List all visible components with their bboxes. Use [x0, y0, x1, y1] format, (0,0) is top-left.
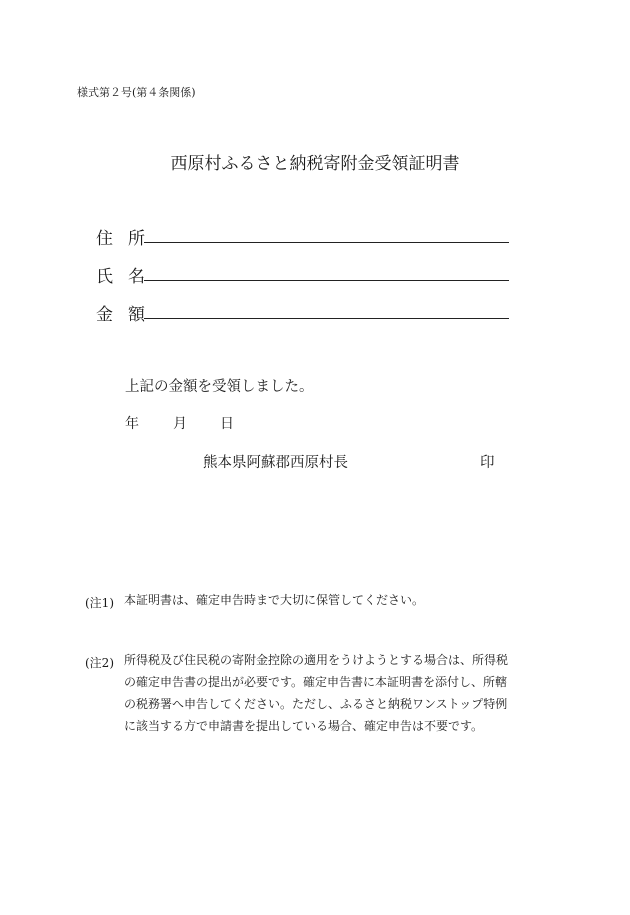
date-month: 月 — [173, 416, 187, 432]
amount-label-char-1: 金 — [96, 305, 113, 325]
note-1-text — [124, 589, 524, 611]
document-title: 西原村ふるさと納税寄附金受領証明書 — [170, 154, 460, 174]
date-year: 年 — [125, 416, 139, 432]
amount-line — [144, 318, 509, 319]
note-1-line-1: 本証明書は、確定申告時まで大切に保管してください。 — [124, 593, 425, 607]
date-line — [125, 413, 234, 433]
address-label — [96, 224, 145, 249]
address-line — [144, 242, 509, 243]
form-number: 様式第２号(第４条関係) — [77, 86, 196, 99]
note-2-line-3: の税務署へ申告してください。ただし、ふるさと納税ワンストップ特例 — [124, 697, 508, 711]
address-label-char-1: 住 — [96, 229, 113, 249]
note-2-line-2: の確定申告書の提出が必要です。確定申告書に本証明書を添付し、所轄 — [124, 675, 508, 689]
name-line — [144, 280, 509, 281]
amount-label-char-2: 額 — [128, 305, 145, 325]
note-2-label: (注2) — [85, 656, 114, 670]
received-statement: 上記の金額を受領しました。 — [125, 379, 314, 395]
note-2-line-4: に該当する方で申請書を提出している場合、確定申告は不要です。 — [124, 719, 484, 733]
issuer-name: 熊本県阿蘇郡西原村長 — [203, 455, 348, 471]
note-2-text — [124, 649, 524, 737]
date-day: 日 — [220, 416, 234, 432]
amount-label — [96, 300, 145, 325]
address-label-char-2: 所 — [128, 229, 145, 249]
name-label-char-1: 氏 — [96, 267, 113, 287]
note-1-label: (注1) — [85, 596, 114, 610]
note-2-line-1: 所得税及び住民税の寄附金控除の適用をうけようとする場合は、所得税 — [124, 653, 509, 667]
name-label-char-2: 名 — [128, 267, 145, 287]
seal-mark: 印 — [480, 455, 495, 471]
name-label — [96, 262, 145, 287]
